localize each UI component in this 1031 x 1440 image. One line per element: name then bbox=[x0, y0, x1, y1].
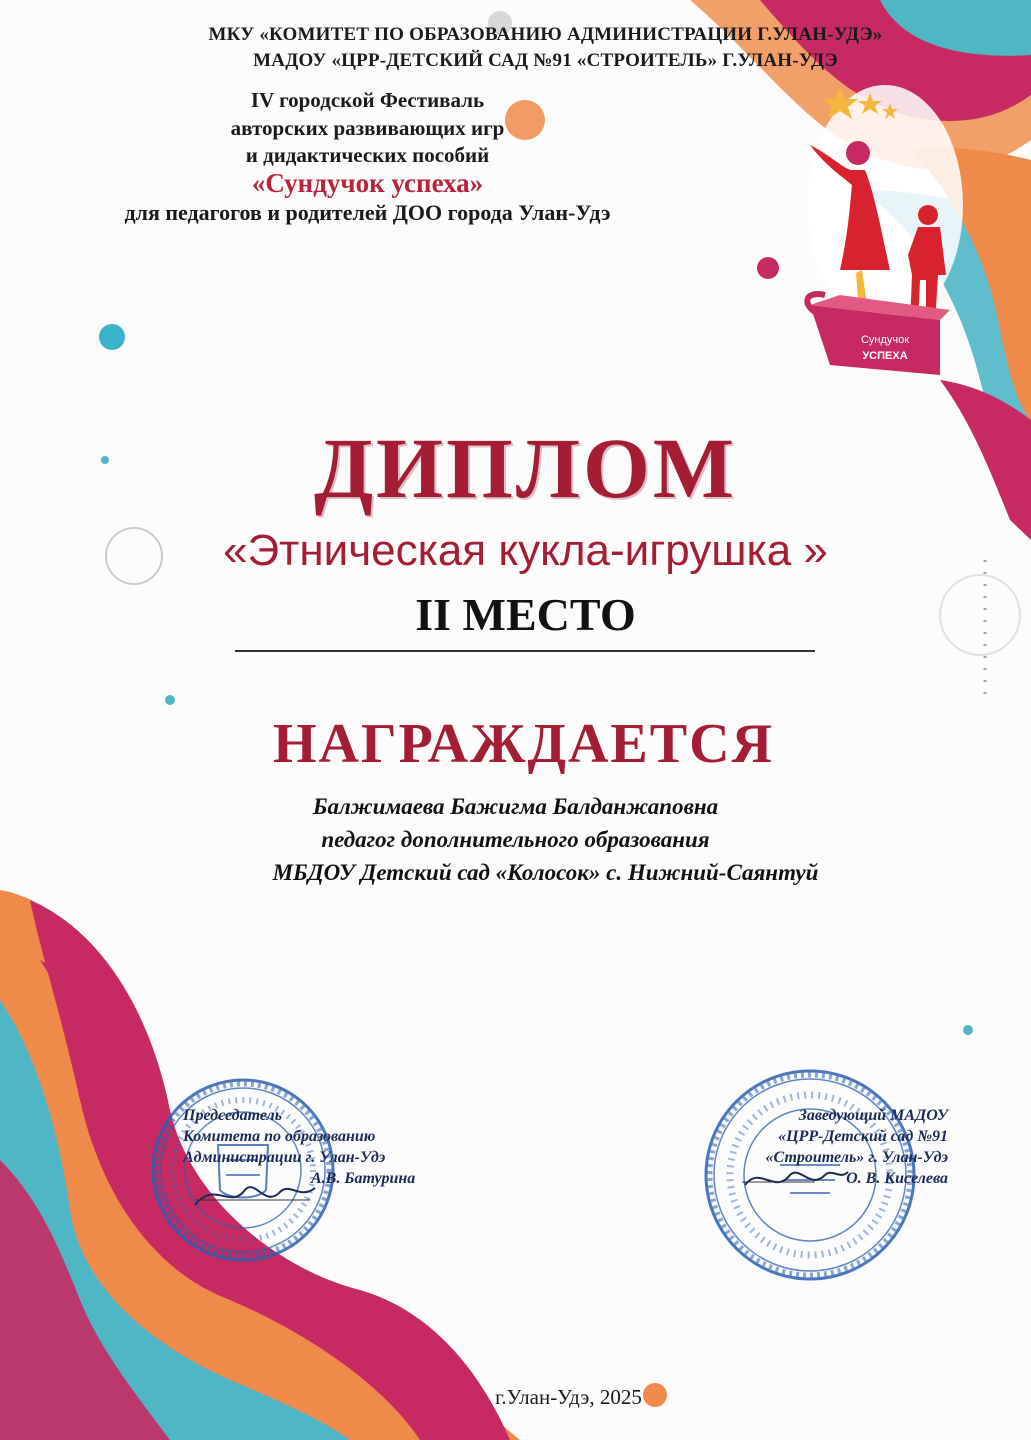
dot-teal-left bbox=[99, 324, 125, 350]
header-line-2: МАДОУ «ЦРР-ДЕТСКИЙ САД №91 «СТРОИТЕЛЬ» Г.УЛАН-УДЭ bbox=[253, 50, 838, 71]
dot-small-teal bbox=[165, 695, 175, 705]
divider-line bbox=[235, 650, 815, 652]
signature-scribble-right bbox=[740, 1160, 850, 1200]
signature-left-line-2: Комитета по образованию bbox=[183, 1128, 376, 1145]
signature-right-line-3: «Строитель» г. Улан-Удэ bbox=[765, 1149, 948, 1166]
signature-right-line-2: «ЦРР-Детский сад №91 bbox=[778, 1128, 948, 1145]
diploma-title: ДИПЛОМ bbox=[313, 420, 738, 516]
header-line-1: МКУ «КОМИТЕТ ПО ОБРАЗОВАНИЮ АДМИНИСТРАЦИИ Г.УЛАН-УДЭ» bbox=[208, 24, 883, 45]
logo-caption-2: УСПЕХА bbox=[862, 350, 908, 362]
festival-line-3: и дидактических пособий bbox=[245, 143, 490, 167]
festival-name: «Сундучок успеха» bbox=[251, 168, 484, 198]
dot-small-teal-3 bbox=[963, 1025, 973, 1035]
footer-place-year: г.Улан-Удэ, 2025 bbox=[495, 1385, 642, 1409]
recipient-position: педагог дополнительного образования bbox=[321, 827, 710, 852]
recipient-name: Балжимаева Бажигма Балданжаповна bbox=[312, 794, 719, 819]
signature-right-name: О. В. Киселева bbox=[846, 1170, 948, 1187]
signature-left-name: А.В. Батурина bbox=[311, 1170, 416, 1187]
nomination: «Этническая кукла-игрушка » bbox=[223, 526, 828, 575]
signature-right-line-1: Заведующий МАДОУ bbox=[798, 1107, 948, 1124]
festival-line-2: авторских развивающих игр bbox=[230, 116, 505, 140]
festival-line-1: IV городской Фестиваль bbox=[250, 88, 485, 112]
signature-left-line-1: Председатель bbox=[183, 1107, 283, 1124]
awarded-heading: НАГРАЖДАЕТСЯ bbox=[272, 713, 775, 775]
logo-caption-1: Сундучок bbox=[860, 334, 910, 346]
dot-magenta-right bbox=[757, 257, 779, 279]
signature-left-line-3: Администрации г. Улан-Удэ bbox=[183, 1149, 386, 1166]
festival-audience: для педагогов и родителей ДОО города Улан-Удэ bbox=[124, 200, 611, 225]
recipient-organization: МБДОУ Детский сад «Колосок» с. Нижний-Саянтуй bbox=[272, 860, 819, 885]
signature-scribble-left bbox=[190, 1170, 320, 1220]
place: II МЕСТО bbox=[415, 589, 636, 640]
